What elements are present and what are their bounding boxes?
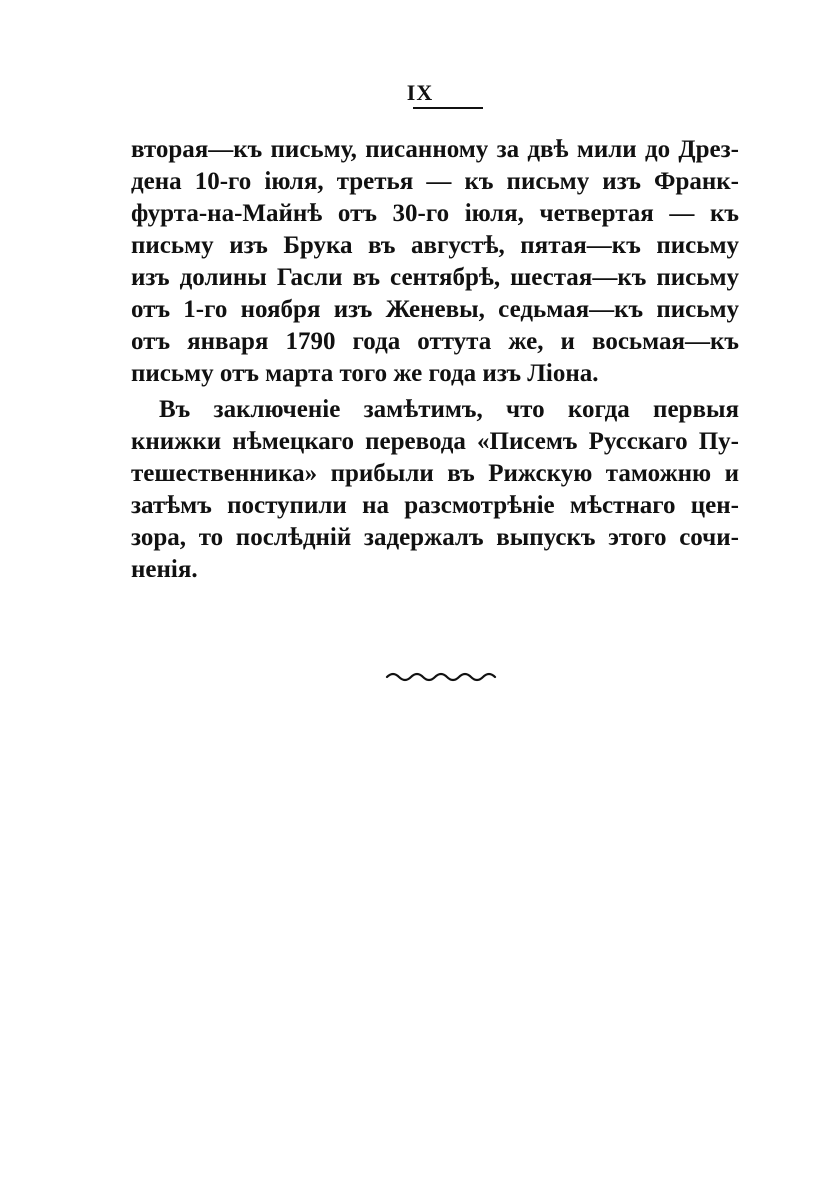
text-line: ненія. xyxy=(131,556,198,583)
text-line: изъ долины Гасли въ сентябрѣ, шестая—къ письму xyxy=(131,264,739,291)
text-line: зора, то послѣдній задержалъ выпускъ этого сочи- xyxy=(131,524,739,551)
text-line: тешественника» прибыли въ Рижскую таможню и xyxy=(131,460,739,487)
body-text xyxy=(131,134,739,586)
text-line: книжки нѣмецкаго перевода «Писемъ Русскаго Пу- xyxy=(131,428,739,455)
text-line: письму изъ Брука въ августѣ, пятая—къ письму xyxy=(131,232,739,259)
text-line: затѣмъ поступили на разсмотрѣніе мѣстнаго цен- xyxy=(131,492,739,519)
header-rule xyxy=(413,107,483,109)
text-line: письму отъ марта того же года изъ Ліона. xyxy=(131,360,599,387)
text-line: дена 10-го іюля, третья — къ письму изъ Франк- xyxy=(131,168,739,195)
text-line: вторая—къ письму, писанному за двѣ мили до Дрез- xyxy=(131,136,739,163)
text-line: фурта-на-Майнѣ отъ 30-го іюля, четвертая — къ xyxy=(131,200,739,227)
text-line: отъ 1-го ноября изъ Женевы, седьмая—къ письму xyxy=(131,296,739,323)
page-number: IX xyxy=(406,80,434,105)
text-line: Въ заключеніе замѣтимъ, что когда первыя xyxy=(159,396,739,423)
text-line: отъ января 1790 года оттута же, и восьмая—къ xyxy=(131,328,739,355)
paragraph-2 xyxy=(131,394,739,586)
paragraph-1 xyxy=(131,134,739,390)
wavy-line-ornament-icon xyxy=(385,668,497,684)
